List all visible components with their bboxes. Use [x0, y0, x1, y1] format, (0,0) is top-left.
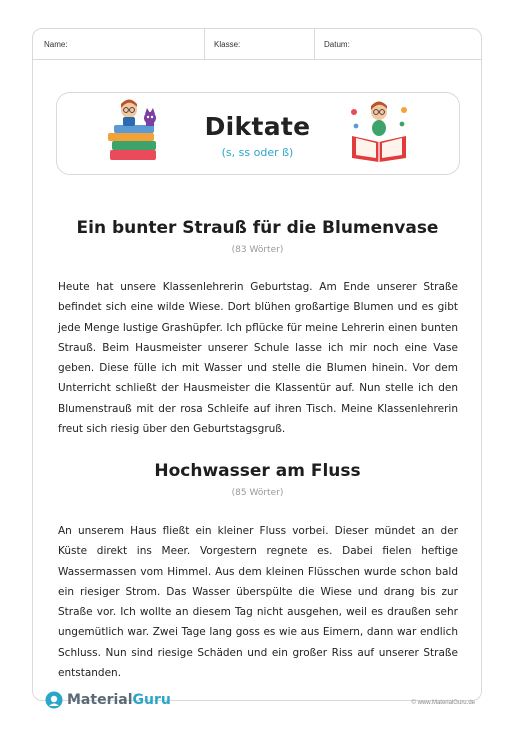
logo-text-material: Material	[67, 692, 133, 708]
header-row	[32, 28, 482, 60]
section-heading: Ein bunter Strauß für die Blumenvase	[76, 218, 439, 238]
dictation-text: Heute hat unsere Klassenlehrerin Geburtstag. Am Ende unserer Straße befindet sich eine wilde Wiese. Dort blühen großartige Blumen und es gibt jede Menge lustige Grashüpfer. Ich pflücke für meine Lehrerin einen bunten Strauß. Beim Hausmeister unserer Schule lasse ich mir noch eine Vase geben. Diese fülle ich mit Wasser und stelle die Blumen hinein. Vor dem Unterricht schließt der Hausmeister die Klassentür auf. Nun stelle ich den Blumenstrauß mit der rosa Schleife auf ihren Tisch. Meine Klassenlehrerin freut sich riesig über den Geburtstagsgruß.	[58, 281, 458, 436]
date-label: Datum:	[324, 40, 350, 49]
word-count: (85 Wörter)	[231, 488, 284, 498]
name-label: Name:	[44, 40, 68, 49]
copyright-text: © www.MaterialGuru.de	[411, 700, 475, 706]
page-title: Diktate	[204, 112, 311, 141]
header-divider	[314, 28, 315, 59]
materialguru-logo-icon	[45, 691, 63, 709]
dictation-text: An unserem Haus fließt ein kleiner Fluss vorbei. Dieser mündet an der Küste direkt ins Meer. Vorgestern regnete es. Dabei fielen heftige Wassermassen vom Himmel. Aus dem kleinen Flüsschen wurde schon bald ein riesiger Strom. Das Wasser überspülte die Wiese und drang bis zur Straße vor. Ich wollte an diesem Tag nicht ausgehen, weil es draußen sehr ungemütlich war. Zwei Tage lang goss es wie aus Eimern, dann war endlich Schluss. Nun sind riesige Schäden und ein großer Riss auf unserer Straße entstanden.	[58, 525, 458, 680]
logo-text-guru: Guru	[132, 692, 171, 708]
word-count: (83 Wörter)	[231, 245, 284, 255]
materialguru-logo	[45, 690, 171, 710]
class-label: Klasse:	[214, 40, 241, 49]
section-heading: Hochwasser am Fluss	[154, 461, 361, 481]
header-divider	[204, 28, 205, 59]
page-subtitle: (s, ss oder ß)	[221, 146, 294, 159]
